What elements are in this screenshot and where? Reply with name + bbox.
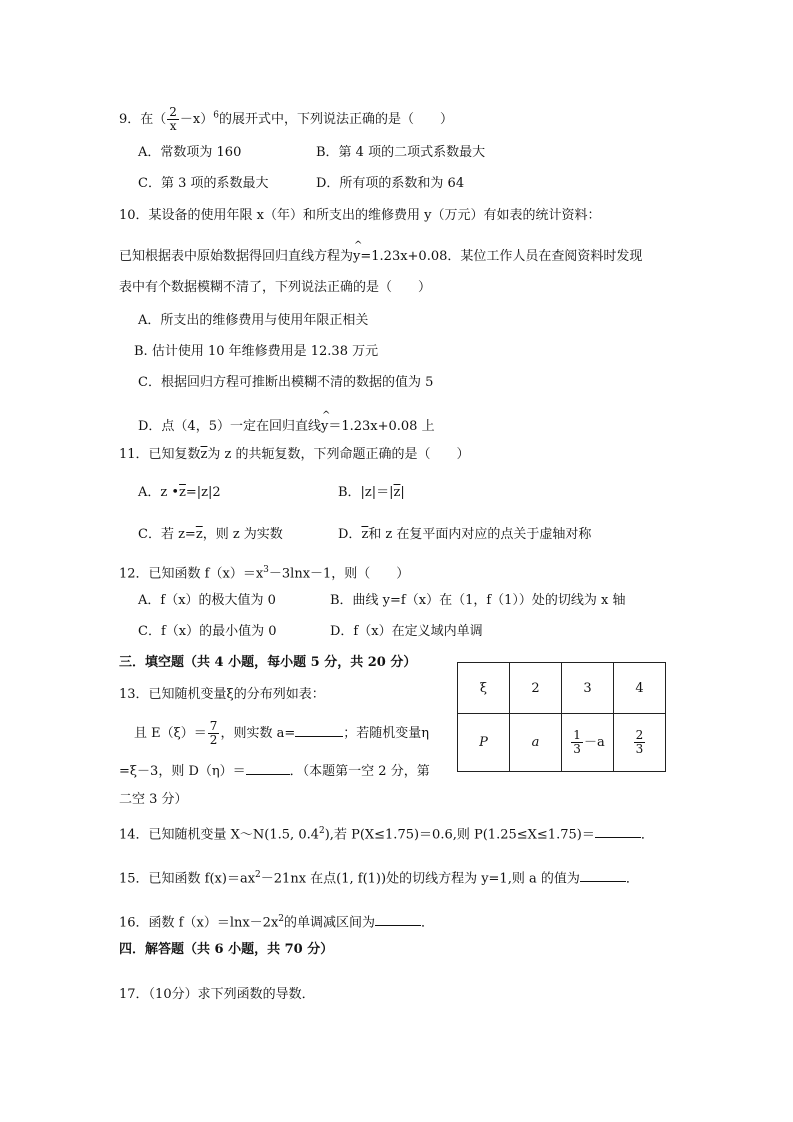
table-row: ξ 2 3 4 [458, 663, 666, 714]
q12-option-a: A．f（x）的极大值为 0 [138, 593, 276, 608]
q10-stem: 10．某设备的使用年限 x（年）和所支出的维修费用 y（万元）有如表的统计资料： [119, 208, 601, 223]
q11-option-d: D．$\overline{z}$和 z 在复平面内对应的点关于虚轴对称 [338, 527, 592, 542]
q9-option-b: B．第 4 项的二项式系数最大 [316, 145, 486, 160]
q11-stem: 11．已知复数$\overline{z}$为 z 的共轭复数，下列命题正确的是（ ） [119, 447, 470, 462]
q10-option-c: C．根据回归方程可推断出模糊不清的数据的值为 5 [138, 375, 434, 390]
q9-fraction: $\frac{2}{x}$ [169, 105, 177, 133]
q17-stem: 17．（10分）求下列函数的导数． [119, 987, 315, 1002]
q10-option-a: A．所支出的维修费用与使用年限正相关 [138, 313, 369, 328]
section-fill-in-title: 三．填空题（共 4 小题，每小题 5 分，共 20 分） [119, 655, 417, 670]
q14-stem: 14．已知随机变量 X～N(1.5, $0.4^2$),若 P(X≤1.75)＝0.6,则 P(1.25≤X≤1.75)＝ ． [119, 822, 654, 844]
q13-stem: 13．已知随机变量ξ的分布列如表： [119, 687, 325, 702]
q10-regression-line: 已知根据表中原始数据得回归直线方程为^ y=1.23x+0.08．某位工作人员在查阅资料时发现 [119, 248, 642, 266]
q10-question: 表中有个数据模糊不清了，下列说法正确的是（ ） [119, 280, 432, 295]
q9-option-d: D．所有项的系数和为 64 [316, 176, 465, 191]
table-row: P a $\frac{1}{3}$ －a $\frac{2}{3}$ [458, 714, 666, 772]
section-answer-title: 四．解答题（共 6 小题，共 70 分） [119, 942, 334, 957]
q13-variance-line: =ξ－3，则 D（η）＝ ．（本题第一空 2 分，第 [119, 760, 430, 781]
q15-blank[interactable] [580, 867, 626, 882]
q9-stem: 9．在（ $\frac{2}{x}$ －x）$^6$的展开式中，下列说法正确的是（ ） [119, 105, 454, 133]
q13-expectation-line: 且 E（ξ）＝ $\frac{7}{2}$ ，则实数 a= ；若随机变量η [134, 719, 430, 747]
q12-option-b: B．曲线 y=f（x）在（1，f（1））处的切线为 x 轴 [330, 593, 626, 608]
q12-option-c: C．f（x）的最小值为 0 [138, 624, 277, 639]
q10-option-d: D．点（4，5）一定在回归直线^ y＝1.23x+0.08 上 [138, 418, 435, 436]
q9-option-c: C．第 3 项的系数最大 [138, 176, 269, 191]
q15-stem: 15．已知函数 $f(x)=ax^2-21nx$ 在点(1, f(1))处的切线方程为 y=1,则 a 的值为 ． [119, 866, 639, 888]
q11-option-b: B．$|z|=|\overline{z}|$ [338, 485, 405, 500]
q14-blank[interactable] [595, 823, 641, 838]
q9-option-a: A．常数项为 160 [138, 145, 242, 160]
q13-blank-1[interactable] [295, 722, 343, 737]
q13-score-note: 二空 3 分） [119, 792, 188, 807]
q10-option-b: B. 估计使用 10 年维修费用是 12.38 万元 [134, 344, 379, 359]
q11-option-c: C．若 $z=\overline{z}$，则 z 为实数 [138, 527, 283, 542]
q16-blank[interactable] [375, 911, 421, 926]
distribution-table [457, 662, 666, 772]
q12-stem: 12．已知函数 $f(x)=x^3-3\ln x-1$，则（ ） [119, 565, 410, 582]
q13-blank-2[interactable] [246, 760, 290, 775]
q11-option-a: A．z $•\overline{z}=|z|2$ [138, 485, 221, 500]
q12-option-d: D．f（x）在定义域内单调 [330, 624, 483, 639]
q16-stem: 16．函数 $f(x)=\ln x-2x^2$的单调减区间为 ． [119, 910, 434, 932]
